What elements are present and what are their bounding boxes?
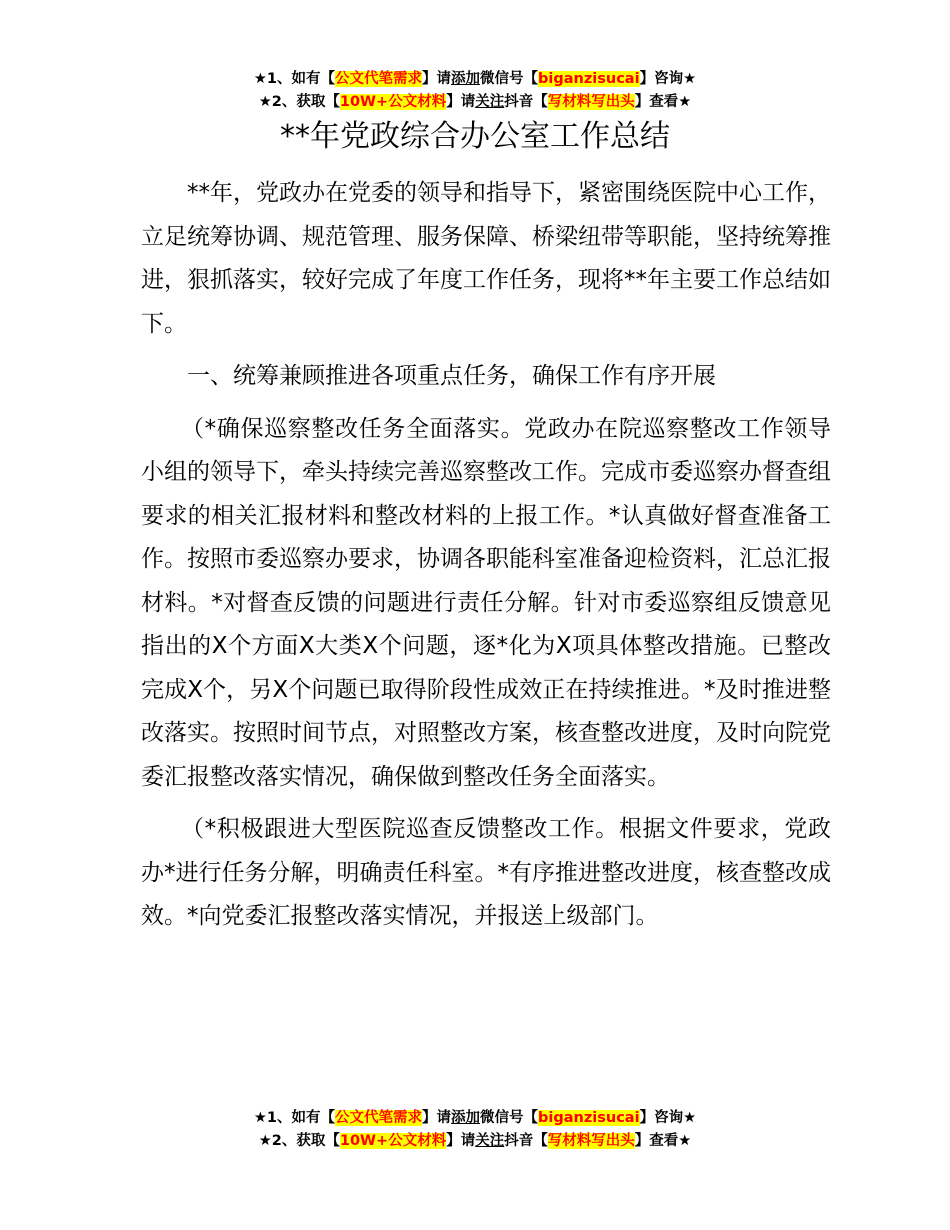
promo-text: 】请 <box>446 94 476 110</box>
promo-underlined-add: 添加 <box>451 71 481 87</box>
promo-text: 】请 <box>422 71 452 87</box>
promo-text: 抖音【 <box>504 1133 548 1149</box>
promo-highlight-douyin-account: 写材料写出头 <box>547 94 635 110</box>
promo-text: 】请 <box>422 1110 452 1126</box>
promo-text: 】查看★ <box>634 94 692 110</box>
body-paragraph: （*积极跟进大型医院巡查反馈整改工作。根据文件要求，党政办*进行任务分解，明确责任科室。*有序推进整改进度，核查整改成效。*向党委汇报整改落实情况，并报送上级部门。 <box>141 816 831 929</box>
document-body <box>141 172 831 948</box>
header-promo-line-2 <box>0 91 950 114</box>
promo-text: ★2、获取【 <box>258 94 340 110</box>
promo-text: ★1、如有【 <box>253 1110 336 1126</box>
footer-promo <box>0 1107 950 1153</box>
document-title: **年党政综合办公室工作总结 <box>280 119 670 154</box>
promo-highlight-materials: 10W+公文材料 <box>339 94 447 110</box>
promo-underlined-follow: 关注 <box>475 94 505 110</box>
header-promo-line-1 <box>0 68 950 91</box>
promo-highlight-wechat-id: biganzisucai <box>538 1110 640 1126</box>
body-paragraph: （*确保巡察整改任务全面落实。党政办在院巡察整改工作领导小组的领导下，牵头持续完善巡察整改工作。完成市委巡察办督查组要求的相关汇报材料和整改材料的上报工作。*认真做好督查准备工作。按照市委巡察办要求，协调各职能科室准备迎检资料，汇总汇报材料。*对督查反馈的问题进行责任分解。针对市委巡察组反馈意见指出的X个方面X大类X个问题，逐*化为X项具体整改措施。已整改完成X个，另X个问题已取得阶段性成效正在持续推进。*及时推进整改落实。按照时间节点，对照整改方案，核查整改进度，及时向院党委汇报整改落实情况，确保做到整改任务全面落实。 <box>141 415 831 790</box>
promo-text: 抖音【 <box>504 94 548 110</box>
promo-text: 】查看★ <box>634 1133 692 1149</box>
promo-text: ★2、获取【 <box>258 1133 340 1149</box>
promo-highlight-wechat-id: biganzisucai <box>538 71 640 87</box>
promo-text: 】咨询★ <box>639 1110 697 1126</box>
section-heading: 一、统筹兼顾推进各项重点任务，确保工作有序开展 <box>187 363 716 389</box>
promo-text: 】咨询★ <box>639 71 697 87</box>
promo-text: 微信号【 <box>480 71 539 87</box>
header-promo <box>0 68 950 114</box>
intro-paragraph: **年，党政办在党委的领导和指导下，紧密围绕医院中心工作，立足统筹协调、规范管理、服务保障、桥梁纽带等职能，坚持统筹推进，狠抓落实，较好完成了年度工作任务，现将**年主要工作总结如下。 <box>141 180 831 337</box>
promo-highlight-service: 公文代笔需求 <box>335 71 423 87</box>
promo-highlight-materials: 10W+公文材料 <box>339 1133 447 1149</box>
promo-underlined-follow: 关注 <box>475 1133 505 1149</box>
promo-text: 】请 <box>446 1133 476 1149</box>
footer-promo-line-2 <box>0 1130 950 1153</box>
promo-text: ★1、如有【 <box>253 71 336 87</box>
promo-highlight-service: 公文代笔需求 <box>335 1110 423 1126</box>
promo-highlight-douyin-account: 写材料写出头 <box>547 1133 635 1149</box>
promo-underlined-add: 添加 <box>451 1110 481 1126</box>
promo-text: 微信号【 <box>480 1110 539 1126</box>
footer-promo-line-1 <box>0 1107 950 1130</box>
